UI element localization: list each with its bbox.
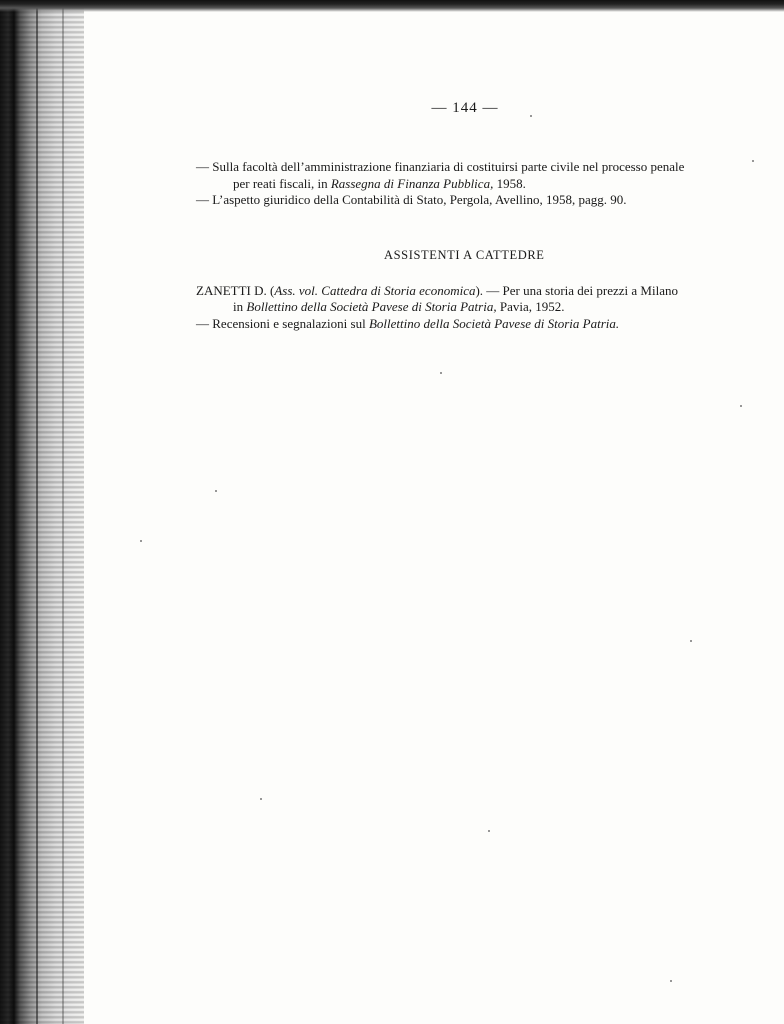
- scan-speck: [215, 490, 217, 492]
- section-heading: ASSISTENTI A CATTEDRE: [384, 248, 545, 262]
- entry-line: [196, 283, 678, 299]
- entry-line: [233, 176, 526, 192]
- journal-title: Rassegna di Finanza Pubblica,: [330, 176, 494, 191]
- page-binding-edge: [0, 0, 84, 1024]
- page-top-edge: [0, 0, 784, 12]
- entry-text: — L’aspetto giuridico della Contabilità di Stato, Pergola, Avellino, 1958, pagg. 90.: [196, 192, 627, 207]
- entry-line: [233, 299, 564, 315]
- entry-text: per reati fiscali, in: [233, 176, 331, 191]
- scan-speck: [488, 830, 490, 832]
- scan-speck: [752, 160, 754, 162]
- journal-title: Bollettino della Società Pavese di Storia Patria.: [368, 316, 620, 331]
- entry-line: [196, 316, 619, 332]
- entry-text: in: [233, 299, 247, 314]
- scan-speck: [260, 798, 262, 800]
- scan-speck: [530, 115, 532, 117]
- scan-speck: [140, 540, 142, 542]
- entry-text: — Recensioni e segnalazioni sul: [196, 316, 369, 331]
- entry-text: — Sulla facoltà dell’amministrazione finanziaria di costituirsi parte civile nel processo penale: [196, 159, 685, 174]
- entry-line: [196, 159, 684, 175]
- entry-text: ). — Per una storia dei prezzi a Milano: [475, 283, 678, 298]
- scan-speck: [440, 372, 442, 374]
- page-number: — 144 —: [431, 100, 499, 116]
- scan-speck: [690, 640, 692, 642]
- scan-speck: [740, 405, 742, 407]
- binding-fold-line: [36, 0, 38, 1024]
- binding-fold-line: [62, 0, 64, 1024]
- author-role: Ass. vol. Cattedra di Storia economica: [274, 283, 476, 298]
- entry-text: Pavia, 1952.: [496, 299, 565, 314]
- entry-text: 1958.: [493, 176, 526, 191]
- journal-title: Bollettino della Società Pavese di Storia Patria,: [246, 299, 497, 314]
- scan-speck: [670, 980, 672, 982]
- author-name: ZANETTI D. (: [196, 283, 275, 298]
- entry-line: [196, 192, 627, 208]
